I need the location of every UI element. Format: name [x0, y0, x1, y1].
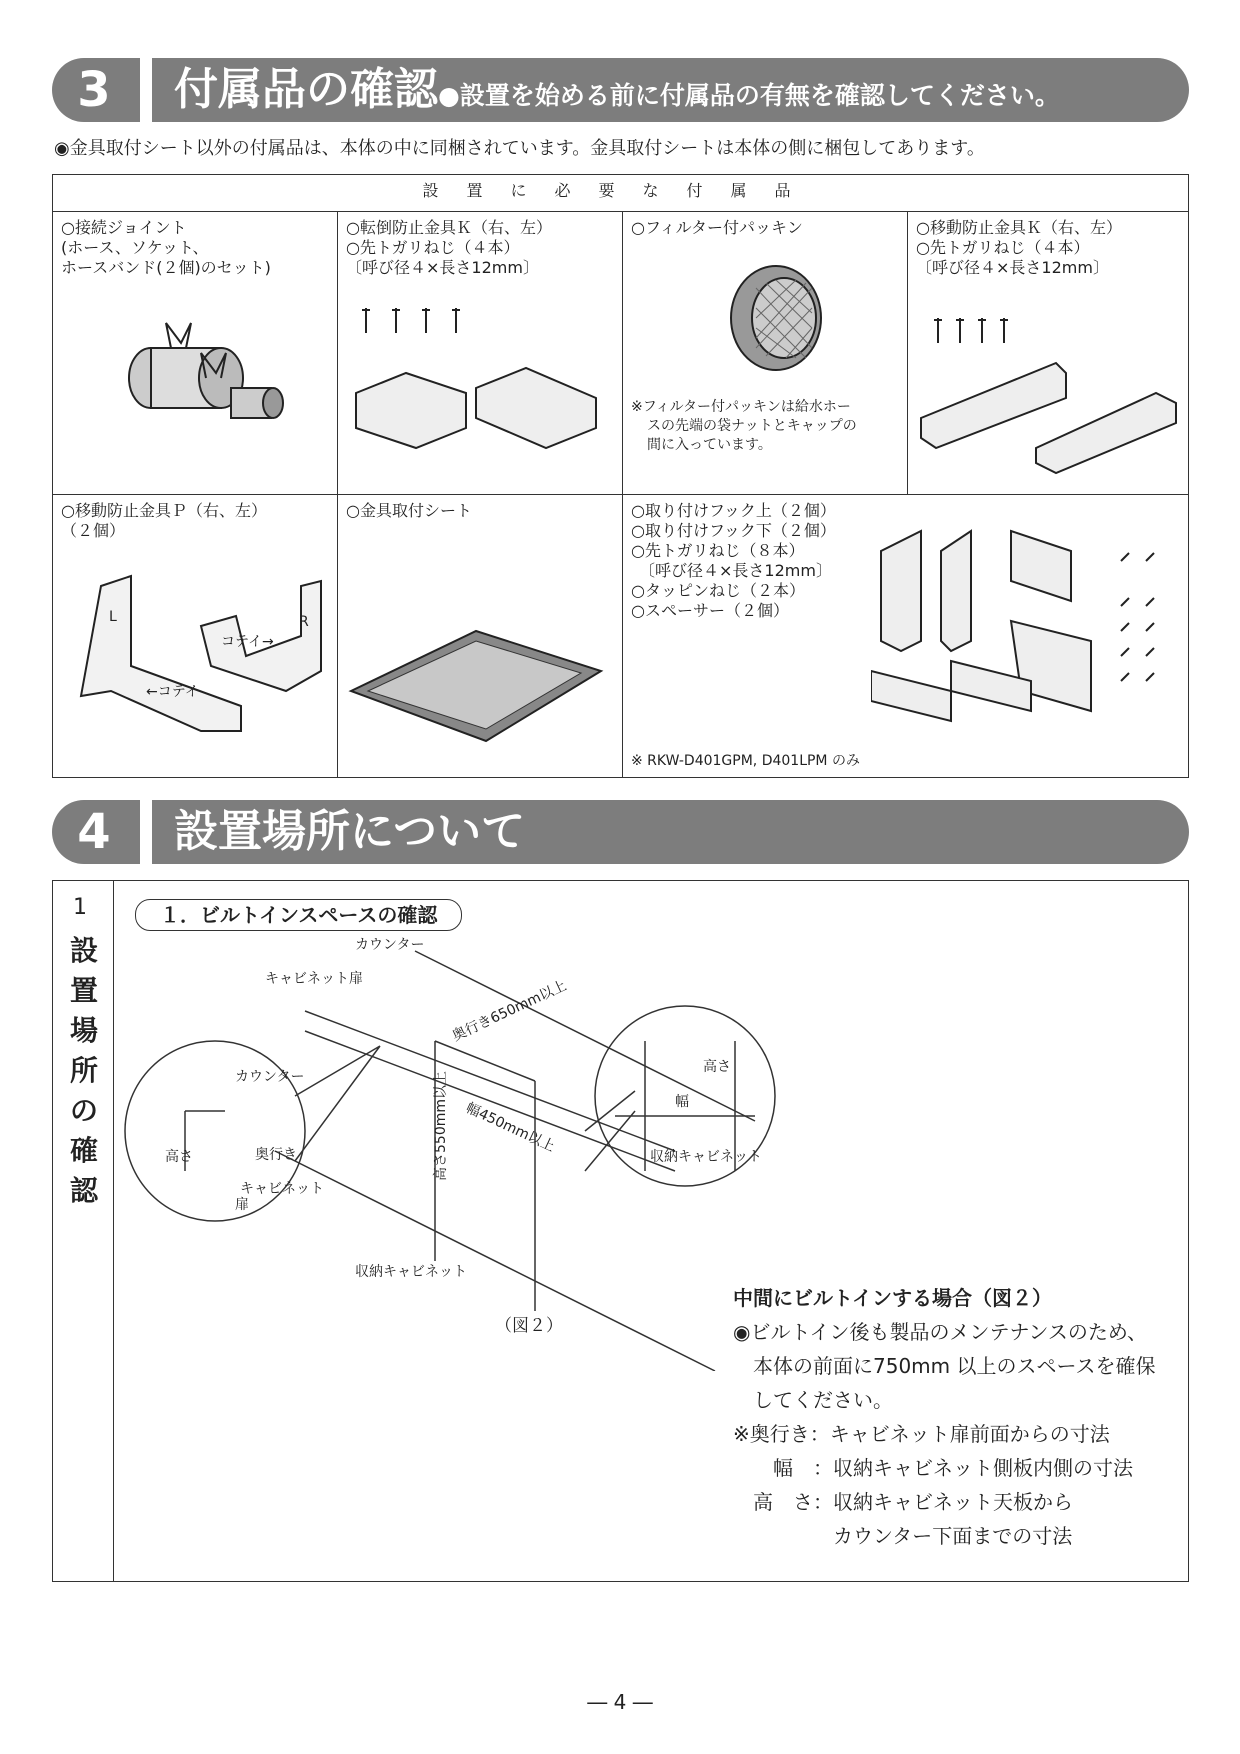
footnote-line: スの先端の袋ナットとキャップの [647, 418, 857, 434]
label-height-zoom: 高さ [703, 1059, 731, 1075]
bracket-mk-illustration [916, 308, 1186, 478]
cell-line: ○先トガリねじ（４本） [916, 238, 1090, 257]
bracket-p-illustration [71, 566, 331, 766]
label-counter-zoom: カウンター [235, 1069, 305, 1085]
label-storage-cabinet-zoom: 収納キャビネット [650, 1149, 762, 1165]
notes-line: ※奥行き：キャビネット扉前面からの寸法 [733, 1422, 1110, 1446]
section-subtitle: ●設置を始める前に付属品の有無を確認してください。 [438, 81, 1060, 110]
sheet-illustration [346, 591, 606, 751]
mark-r: R [299, 614, 309, 630]
notes-line: ◉ビルトイン後も製品のメンテナンスのため、 [733, 1320, 1148, 1344]
table-header: 設置に必要な付属品 [53, 175, 1189, 212]
label-depth: 奥行き [255, 1147, 297, 1163]
cell-line: （２個） [61, 521, 126, 540]
divider [140, 800, 152, 864]
section-title-main: 付属品の確認 [174, 64, 438, 115]
cell-line: ホースバンド(２個)のセット) [61, 258, 271, 277]
mark-l: L [109, 609, 117, 625]
cell-line: 〔呼び径４×長さ12mm〕 [639, 561, 832, 580]
cell-connection-joint [53, 212, 338, 495]
cell-line: ○タッピンねじ（２本） [631, 581, 805, 600]
section-number: 4 [77, 804, 111, 860]
cell-mounting-sheet [338, 495, 623, 778]
notes-line: カウンター下面までの寸法 [833, 1524, 1073, 1548]
accessory-table [52, 174, 1189, 778]
side-number: 1 [73, 895, 87, 920]
label-counter: カウンター [355, 937, 425, 953]
cell-line: ○取り付けフック下（２個） [631, 521, 836, 540]
notes-line: してください。 [753, 1388, 893, 1412]
section-number: 3 [77, 62, 111, 118]
label-cabinet-door-a: キャビネット [240, 1181, 324, 1197]
cell-line: (ホース、ソケット、 [61, 238, 209, 257]
notes-line: 幅 ：収納キャビネット側板内側の寸法 [773, 1456, 1133, 1480]
side-column [53, 881, 114, 1581]
section4-banner [52, 800, 1189, 864]
cell-line: ○接続ジョイント [61, 218, 187, 237]
cell-line: ○スペーサー（２個） [631, 601, 789, 620]
cell-fall-prevention-k [338, 212, 623, 495]
label-width: 幅 [675, 1094, 689, 1110]
cell-line: 〔呼び径４×長さ12mm〕 [346, 258, 539, 277]
cell-line: ○先トガリねじ（４本） [346, 238, 520, 257]
footnote-line: 間に入っています。 [647, 437, 772, 453]
cell-hooks [623, 495, 1189, 778]
notes-line: 高 さ：収納キャビネット天板から [753, 1490, 1073, 1514]
accessory-note: ◉金具取付シート以外の付属品は、本体の中に同梱されています。金具取付シートは本体の側に梱包してあります。 [54, 138, 985, 159]
label-cabinet-door-b: 扉 [235, 1197, 249, 1213]
bracket-k-illustration [346, 298, 606, 478]
section3-banner [52, 58, 1189, 122]
notes-line: 本体の前面に750mm 以上のスペースを確保 [753, 1354, 1156, 1378]
label-storage-cabinet: 収納キャビネット [355, 1264, 467, 1280]
label-height-dim: 高さ550mm以上 [433, 1071, 449, 1181]
joint-illustration [111, 318, 291, 468]
mark-right-fixed: コテイ→ [221, 634, 274, 650]
cell-line: ○金具取付シート [346, 501, 472, 520]
cell-line: ○移動防止金具Ｐ（右、左） [61, 501, 267, 520]
notes-title: 中間にビルトインする場合（図２） [733, 1286, 1052, 1310]
label-cabinet-door: キャビネット扉 [265, 971, 363, 987]
cell-line: 〔呼び径４×長さ12mm〕 [916, 258, 1109, 277]
cell-filter-packing [623, 212, 908, 495]
cell-line: ○フィルター付パッキン [631, 218, 803, 237]
cell-movement-prevention-k [908, 212, 1189, 495]
footnote-model: ※ RKW-D401GPM, D401LPM のみ [631, 753, 860, 769]
section4-body [52, 880, 1189, 1582]
hooks-illustration [871, 521, 1191, 751]
section-title [174, 58, 1060, 128]
filter-illustration [716, 258, 836, 378]
figure-caption: （図２） [495, 1316, 563, 1336]
cell-line: ○移動防止金具Ｋ（右、左） [916, 218, 1122, 237]
side-label: 設置場所の確認 [69, 934, 98, 1207]
cell-line: ○転倒防止金具Ｋ（右、左） [346, 218, 552, 237]
subsection-pill: １．ビルトインスペースの確認 [135, 899, 462, 931]
cell-movement-prevention-p [53, 495, 338, 778]
label-width-dim: 幅450mm以上 [463, 1100, 558, 1156]
page-number: ― 4 ― [587, 1690, 653, 1714]
label-depth-dim: 奥行き650mm以上 [449, 977, 570, 1045]
section-title: 設置場所について [174, 806, 526, 857]
mark-left-fixed: ←コテイ [146, 684, 199, 700]
cell-line: ○先トガリねじ（８本） [631, 541, 805, 560]
builtin-notes [733, 1281, 1156, 1553]
cell-line: ○取り付けフック上（２個） [631, 501, 836, 520]
footnote-line: ※フィルター付パッキンは給水ホー [631, 399, 851, 415]
divider [140, 58, 152, 122]
label-height: 高さ [165, 1149, 193, 1165]
